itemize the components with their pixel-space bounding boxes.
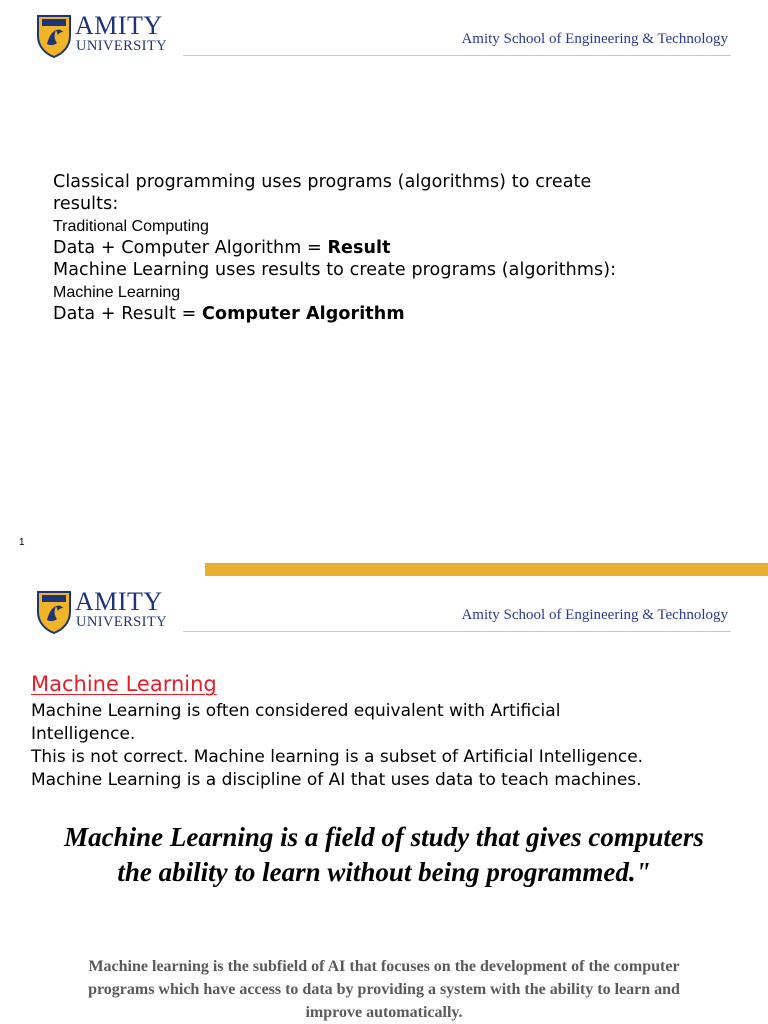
body-line: Classical programming uses programs (algorithms) to create <box>53 172 592 192</box>
school-name: Amity School of Engineering & Technology <box>461 607 728 623</box>
amity-shield-icon <box>36 14 72 58</box>
school-name: Amity School of Engineering & Technology <box>461 31 728 47</box>
body-line: Machine Learning is a discipline of AI that uses data to teach machines. <box>31 770 642 790</box>
equation-ml <box>53 303 713 325</box>
equation-traditional <box>53 237 713 259</box>
page-number: 1 <box>19 537 25 548</box>
equation-text: Data + Computer Algorithm = <box>53 238 328 258</box>
body-line: Intelligence. <box>31 724 136 744</box>
quote-line: the ability to learn without being programmed." <box>117 857 651 887</box>
slide-title: Machine Learning <box>31 672 217 696</box>
brand-name: AMITY <box>75 11 163 40</box>
footer-line: Machine learning is the subfield of AI that focuses on the development of the computer <box>88 958 680 975</box>
equation-text: Data + Result = <box>53 304 203 324</box>
brand-subtitle: UNIVERSITY <box>76 614 167 630</box>
amity-logo <box>36 587 171 634</box>
body-line: This is not correct. Machine learning is a subset of Artificial Intelligence. <box>31 747 644 767</box>
subheading-ml: Machine Learning <box>53 284 181 301</box>
equation-result: Result <box>327 238 391 258</box>
brand-subtitle: UNIVERSITY <box>76 38 167 54</box>
amity-shield-icon <box>36 590 72 634</box>
body-line: results: <box>53 194 119 214</box>
equation-result: Computer Algorithm <box>202 304 405 324</box>
body-line: Machine Learning uses results to create programs (algorithms): <box>53 260 617 280</box>
quote-line: Machine Learning is a field of study that gives computers <box>64 822 704 852</box>
footer-definition <box>14 955 754 1024</box>
amity-logo <box>36 11 171 58</box>
slide-2-body <box>31 700 741 792</box>
footer-line: improve automatically. <box>305 1004 463 1021</box>
body-line: Machine Learning is often considered equivalent with Artificial <box>31 701 561 721</box>
slide-2 <box>0 576 768 1024</box>
footer-line: programs which have access to data by providing a system with the ability to learn and <box>88 981 680 998</box>
definition-quote <box>0 820 768 890</box>
header-divider <box>183 631 731 632</box>
slide-1-body <box>53 171 713 325</box>
header-divider <box>183 55 731 56</box>
brand-name: AMITY <box>75 587 163 616</box>
subheading-traditional: Traditional Computing <box>53 218 209 235</box>
gold-bar <box>205 563 768 576</box>
